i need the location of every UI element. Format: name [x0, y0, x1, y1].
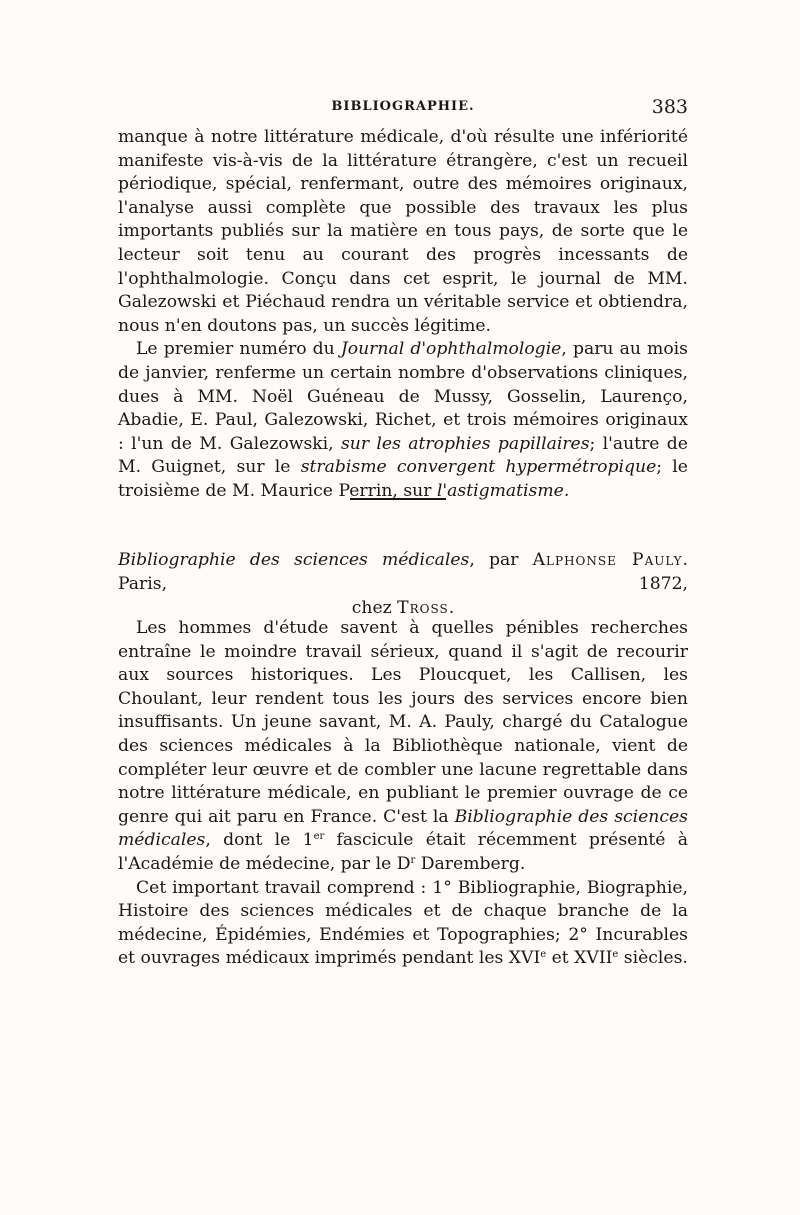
text-run: et XVII	[546, 948, 613, 969]
superscript: e	[612, 949, 619, 961]
text-run: , paru au mois de janvier, renferme un certain nombre d'observations cliniques, dues à MM. Noël Guéneau de Mussy, Gosselin, Laurenço, Abadie, E. Paul, Galezowski, Richet, et trois mémoires originaux : l'un de M. Galezowski,	[118, 339, 688, 454]
paragraph	[118, 877, 688, 971]
text-run: ; le troisième de M. Maurice Perrin, sur	[118, 457, 688, 501]
text-run: Les hommes d'étude savent à quelles pénibles recherches entraîne le moindre travail sérieux, quand il s'agit de recourir aux sources historiques. Les Ploucquet, les Callisen, les Choulant, leur rendent tous les jours des services encore bien insuffisants. Un jeune savant, M. A. Pauly, chargé du Catalogue des sciences médicales à la Bibliothèque nationale, vient de compléter leur œuvre et de combler une lacune regrettable dans notre littérature médicale, en publiant le premier ouvrage de ce genre qui ait paru en France. C'est la	[118, 618, 688, 827]
running-head	[118, 96, 688, 123]
book-entry-heading	[118, 548, 688, 620]
memoir-title: l'astigmatisme.	[436, 480, 570, 501]
memoir-title: strabisme convergent hypermétropique	[300, 457, 657, 478]
text-run: Le premier numéro du	[136, 339, 341, 360]
text-run: siècles.	[618, 948, 688, 969]
text-run: .	[448, 598, 455, 618]
text-run: , dont le 1	[205, 830, 314, 851]
publisher-name: Tross	[397, 598, 449, 618]
superscript: r	[410, 854, 416, 866]
text-run: Cet important travail comprend : 1° Bibliographie, Biographie, Histoire des sciences médicales et de chaque branche de la médecine, Épidémies, Endémies et Topographies; 2° Incurables et ouvrages médicaux imprimés pendant les XVI	[118, 877, 688, 969]
superscript: e	[540, 949, 547, 961]
memoir-title: sur les atrophies papillaires	[340, 433, 590, 454]
paragraph	[118, 338, 688, 503]
review-continuation	[118, 126, 688, 504]
page-number: 383	[651, 96, 688, 118]
place-date: . Paris, 1872,	[118, 550, 688, 594]
paragraph: manque à notre littérature médicale, d'où résulte une infériorité manifeste vis-à-vis de la littérature étrangère, c'est un recueil périodique, spécial, renfermant, outre des mémoires originaux, l'analyse aussi complète que possible des travaux les plus importants publiés sur la matière en tous pays, de sorte que le lecteur soit tenu au courant des progrès incessants de l'ophthalmologie. Conçu dans cet esprit, le journal de MM. Galezowski et Piéchaud rendra un véritable service et obtiendra, nous n'en doutons pas, un succès légitime.	[118, 127, 688, 336]
running-title: BIBLIOGRAPHIE.	[331, 99, 475, 114]
superscript: er	[313, 831, 325, 843]
book-title: Bibliographie des sciences médicales	[118, 550, 470, 570]
text-run: , par	[469, 550, 533, 570]
text-run: Daremberg.	[415, 853, 526, 874]
text-run: chez	[351, 598, 398, 618]
book-review	[118, 617, 688, 971]
journal-title: Journal d'ophthalmologie	[340, 339, 562, 360]
text-run: fascicule était récemment présenté à l'Académie de médecine, par le D	[118, 830, 688, 874]
author-name: Alphonse Pauly	[532, 550, 683, 570]
paragraph	[118, 617, 688, 877]
section-divider	[350, 498, 446, 500]
book-title-reference: Bibliographie des sciences médicales	[118, 806, 688, 851]
heading-line	[118, 548, 688, 596]
text-run: ; l'autre de M. Guignet, sur le	[118, 433, 688, 478]
